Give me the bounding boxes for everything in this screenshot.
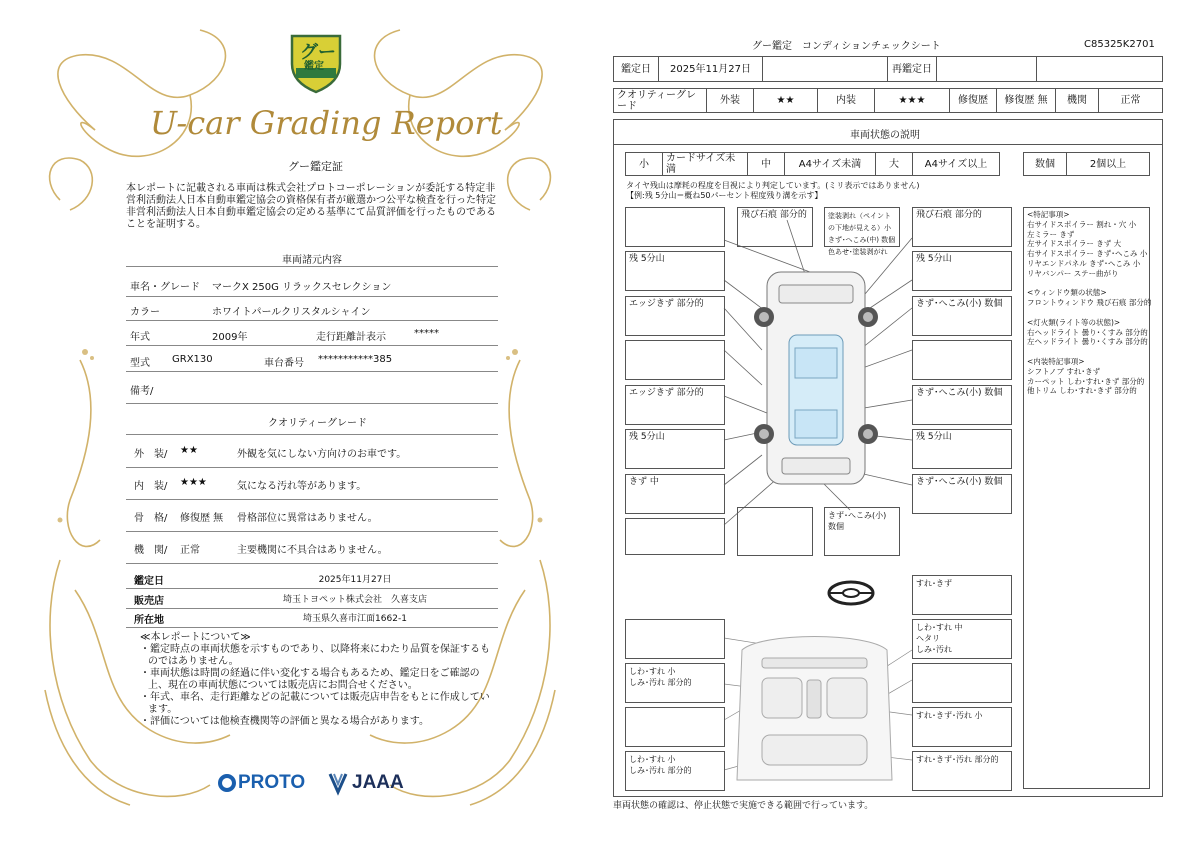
special-note-line: 左ミラー きず bbox=[1027, 229, 1075, 239]
report-notes bbox=[140, 632, 490, 728]
interior-cell-left: しわ･すれ 小 しみ･汚れ 部分的 bbox=[625, 663, 725, 703]
special-note-line: <特記事項> bbox=[1027, 210, 1070, 219]
special-note-line: <ウィンドウ類の状態> bbox=[1027, 288, 1107, 298]
row-divider bbox=[126, 467, 498, 468]
redate-value bbox=[936, 56, 1037, 82]
special-note-line bbox=[1027, 347, 1146, 357]
damage-cell-left: 残 5分山 bbox=[625, 251, 725, 291]
special-note-line: <灯火類(ライト等の状態)> bbox=[1027, 317, 1121, 327]
damage-cell-bottom: きず･へこみ(小) 数個 bbox=[824, 507, 900, 556]
appraisal-value: 埼玉県久喜市江面1662-1 bbox=[303, 614, 407, 624]
emblem-text-kantei: 鑑定 bbox=[304, 61, 324, 72]
quality-grade: ★★★ bbox=[180, 477, 207, 488]
note-item: ・年式、車名、走行距離などの記載については販売店申告をもとに作成しています。 bbox=[140, 692, 490, 715]
steering-wheel-icon bbox=[826, 579, 876, 607]
car-name-value: マークX 250G リラックスセレクション bbox=[212, 282, 392, 293]
certificate-heading: グー鑑定証 bbox=[288, 160, 343, 173]
damage-cell-right: きず･へこみ(小) 数個 bbox=[912, 385, 1012, 425]
row-divider bbox=[126, 588, 498, 589]
proto-logo bbox=[218, 772, 305, 794]
special-note-line bbox=[1027, 308, 1146, 318]
quality-label: 外 装/ bbox=[134, 449, 168, 460]
chassis-value: ***********385 bbox=[318, 354, 393, 365]
quality-label: 内 装/ bbox=[134, 481, 168, 492]
count-label: 数個 bbox=[1023, 152, 1067, 176]
jaaa-mark-icon bbox=[328, 772, 348, 794]
damage-cell-right: きず･へこみ(小) 数個 bbox=[912, 474, 1012, 514]
damage-cell-right: 飛び石痕 部分的 bbox=[912, 207, 1012, 247]
special-note-line: リヤバンパー ステー曲がり bbox=[1027, 268, 1119, 278]
grade-cell: 内装 bbox=[817, 88, 875, 113]
quality-description: 気になる汚れ等があります。 bbox=[237, 481, 367, 492]
year-label: 年式 bbox=[130, 332, 150, 343]
appraisal-value: 埼玉トヨペット株式会社 久喜支店 bbox=[282, 595, 427, 605]
interior-cell-right: すれ･きず bbox=[912, 575, 1012, 615]
damage-cell-right: 残 5分山 bbox=[912, 251, 1012, 291]
certificate-intro: 本レポートに記載される車両は株式会社プロトコーポレーションが委託する特定非営利活動法人日本自動車鑑定協会の資格保有者が厳選かつ公平な検査を行った特定非営利活動法人日本自動車鑑定協会の定める基準にて品質評価を行ったものであることを証明する。 bbox=[126, 183, 496, 230]
damage-cell-left: 残 5分山 bbox=[625, 429, 725, 469]
specs-heading: 車両諸元内容 bbox=[282, 255, 342, 266]
remarks-label: 備考/ bbox=[130, 386, 154, 397]
special-notes-box bbox=[1023, 207, 1150, 789]
mileage-value: ***** bbox=[414, 328, 439, 339]
special-note-line: フロントウィンドウ 飛び石痕 部分的 bbox=[1027, 298, 1152, 308]
special-note-line: 左ヘッドライト 曇り･くすみ 部分的 bbox=[1027, 337, 1148, 347]
size-legend-cell: カードサイズ未満 bbox=[662, 152, 748, 176]
color-value: ホワイトパールクリスタルシャイン bbox=[212, 307, 371, 318]
date-blank bbox=[762, 56, 888, 82]
size-legend-cell: 大 bbox=[875, 152, 913, 176]
quality-heading: クオリティーグレード bbox=[268, 418, 367, 429]
redate-label: 再鑑定日 bbox=[887, 56, 937, 82]
interior-cell-right: すれ･きず･汚れ 小 bbox=[912, 707, 1012, 747]
size-legend-cell: 小 bbox=[625, 152, 663, 176]
grade-cell: ★★★ bbox=[874, 88, 950, 113]
damage-cell-left bbox=[625, 207, 725, 247]
quality-description: 骨格部位に異常はありません。 bbox=[237, 513, 378, 524]
car-name-label: 車名・グレード bbox=[130, 282, 200, 293]
special-note-line: <内装特記事項> bbox=[1027, 356, 1085, 366]
appraisal-label: 所在地 bbox=[134, 615, 164, 626]
damage-cell-right: 残 5分山 bbox=[912, 429, 1012, 469]
size-legend-cell: A4サイズ以上 bbox=[912, 152, 1000, 176]
damage-cell-right: きず･へこみ(小) 数個 bbox=[912, 296, 1012, 336]
interior-cell-left bbox=[625, 619, 725, 659]
quality-grade: 正常 bbox=[180, 545, 200, 556]
quality-grade: ★★ bbox=[180, 445, 198, 456]
quality-label: 骨 格/ bbox=[134, 513, 168, 524]
damage-cell-left: きず 中 bbox=[625, 474, 725, 514]
special-note-line: 他トリム しわ･すれ･きず 部分的 bbox=[1027, 386, 1137, 396]
damage-cell-left bbox=[625, 518, 725, 555]
year-value: 2009年 bbox=[212, 332, 248, 343]
special-note-line: シフトノブ すれ･きず bbox=[1027, 366, 1101, 376]
damage-cell-left: エッジきず 部分的 bbox=[625, 296, 725, 336]
model-value: GRX130 bbox=[172, 354, 213, 365]
sheet-title: グー鑑定 コンディションチェックシート bbox=[752, 41, 941, 52]
proto-mark-icon bbox=[218, 774, 236, 792]
tread-example: 【例:残 5分山＝概ね50パーセント程度残り溝を示す】 bbox=[626, 191, 823, 200]
proto-logo-text: PROTO bbox=[238, 772, 306, 793]
grade-cell: 修復歴 bbox=[949, 88, 997, 113]
goo-emblem-logo bbox=[288, 30, 344, 94]
section-title: 車両状態の説明 bbox=[850, 130, 920, 141]
quality-label: 機 関/ bbox=[134, 545, 168, 556]
script-title: U-car Grading Report bbox=[150, 104, 503, 142]
jaaa-logo bbox=[328, 772, 404, 794]
appraisal-label: 鑑定日 bbox=[134, 576, 164, 587]
interior-cell-right: しわ･すれ 中 ヘタリ しみ･汚れ bbox=[912, 619, 1012, 659]
date-label: 鑑定日 bbox=[613, 56, 659, 82]
count-value: 2個以上 bbox=[1066, 152, 1150, 176]
grade-cell: 機関 bbox=[1055, 88, 1099, 113]
special-note-line: 右サイドスポイラー 割れ・穴 小 bbox=[1027, 219, 1137, 229]
chassis-label: 車台番号 bbox=[264, 358, 304, 369]
row-divider bbox=[126, 627, 498, 628]
special-note-line: リヤエンドパネル きず･へこみ 小 bbox=[1027, 258, 1141, 268]
damage-cell-bottom bbox=[737, 507, 813, 556]
row-divider bbox=[126, 499, 498, 500]
jaaa-logo-text: JAAA bbox=[352, 772, 404, 793]
tread-note: タイヤ残山は摩耗の程度を目視により判定しています。(ミリ表示ではありません) bbox=[626, 181, 920, 190]
quality-grade: 修復歴 無 bbox=[180, 513, 224, 524]
special-note-line bbox=[1027, 279, 1146, 289]
note-item: ・鑑定時点の車両状態を示すものであり、以降将来にわたり品質を保証するものではありません。 bbox=[140, 644, 490, 667]
special-note-line: カーペット しわ･すれ･きず 部分的 bbox=[1027, 376, 1145, 386]
row-divider bbox=[126, 608, 498, 609]
damage-cell-top: 飛び石痕 部分的 bbox=[737, 207, 813, 247]
notes-title: ≪本レポートについて≫ bbox=[140, 632, 251, 643]
quality-description: 外観を気にしない方向けのお車です。 bbox=[237, 449, 407, 460]
grade-cell: 修復歴 無 bbox=[996, 88, 1056, 113]
color-label: カラー bbox=[130, 307, 160, 318]
damage-cell-left bbox=[625, 340, 725, 380]
mileage-label: 走行距離計表示 bbox=[316, 332, 386, 343]
row-divider bbox=[126, 531, 498, 532]
size-legend-cell: A4サイズ未満 bbox=[784, 152, 876, 176]
appraisal-value: 2025年11月27日 bbox=[318, 575, 392, 585]
special-note-line: 右ヘッドライト 曇り･くすみ 部分的 bbox=[1027, 327, 1148, 337]
grade-cell: ★★ bbox=[753, 88, 818, 113]
size-legend-cell: 中 bbox=[747, 152, 785, 176]
grade-cell: クオリティーグレード bbox=[613, 88, 707, 113]
interior-cell-right: すれ･きず･汚れ 部分的 bbox=[912, 751, 1012, 791]
date-value: 2025年11月27日 bbox=[658, 56, 763, 82]
emblem-text-goo: グー bbox=[300, 42, 336, 63]
sheet-doc-id: C85325K2701 bbox=[1084, 39, 1155, 50]
interior-cell-left bbox=[625, 707, 725, 747]
grade-cell: 正常 bbox=[1098, 88, 1163, 113]
special-note-line: 右サイドスポイラー きず･へこみ 小 bbox=[1027, 249, 1148, 259]
damage-cell-left: エッジきず 部分的 bbox=[625, 385, 725, 425]
interior-cell-left: しわ･すれ 小 しみ･汚れ 部分的 bbox=[625, 751, 725, 791]
appraisal-label: 販売店 bbox=[134, 596, 164, 607]
damage-cell-right bbox=[912, 340, 1012, 380]
interior-cell-right bbox=[912, 663, 1012, 703]
quality-description: 主要機関に不具合はありません。 bbox=[237, 545, 388, 556]
note-item: ・車両状態は時間の経過に伴い変化する場合もあるため、鑑定日をご確認の上、現在の車両状態については販売店にお問合せください。 bbox=[140, 668, 480, 691]
note-item: ・評価については他検査機関等の評価と異なる場合があります。 bbox=[140, 716, 429, 727]
grade-cell: 外装 bbox=[706, 88, 754, 113]
model-label: 型式 bbox=[130, 358, 150, 369]
damage-cell-top: 塗装剥れ（ペイントの下地が見える）小 きず･へこみ(中) 数個 色あせ･塗装剥がれ bbox=[824, 207, 900, 247]
special-note-line: 左サイドスポイラー きず 大 bbox=[1027, 239, 1122, 249]
footer-note: 車両状態の確認は、停止状態で実施できる範囲で行っています。 bbox=[613, 801, 874, 811]
